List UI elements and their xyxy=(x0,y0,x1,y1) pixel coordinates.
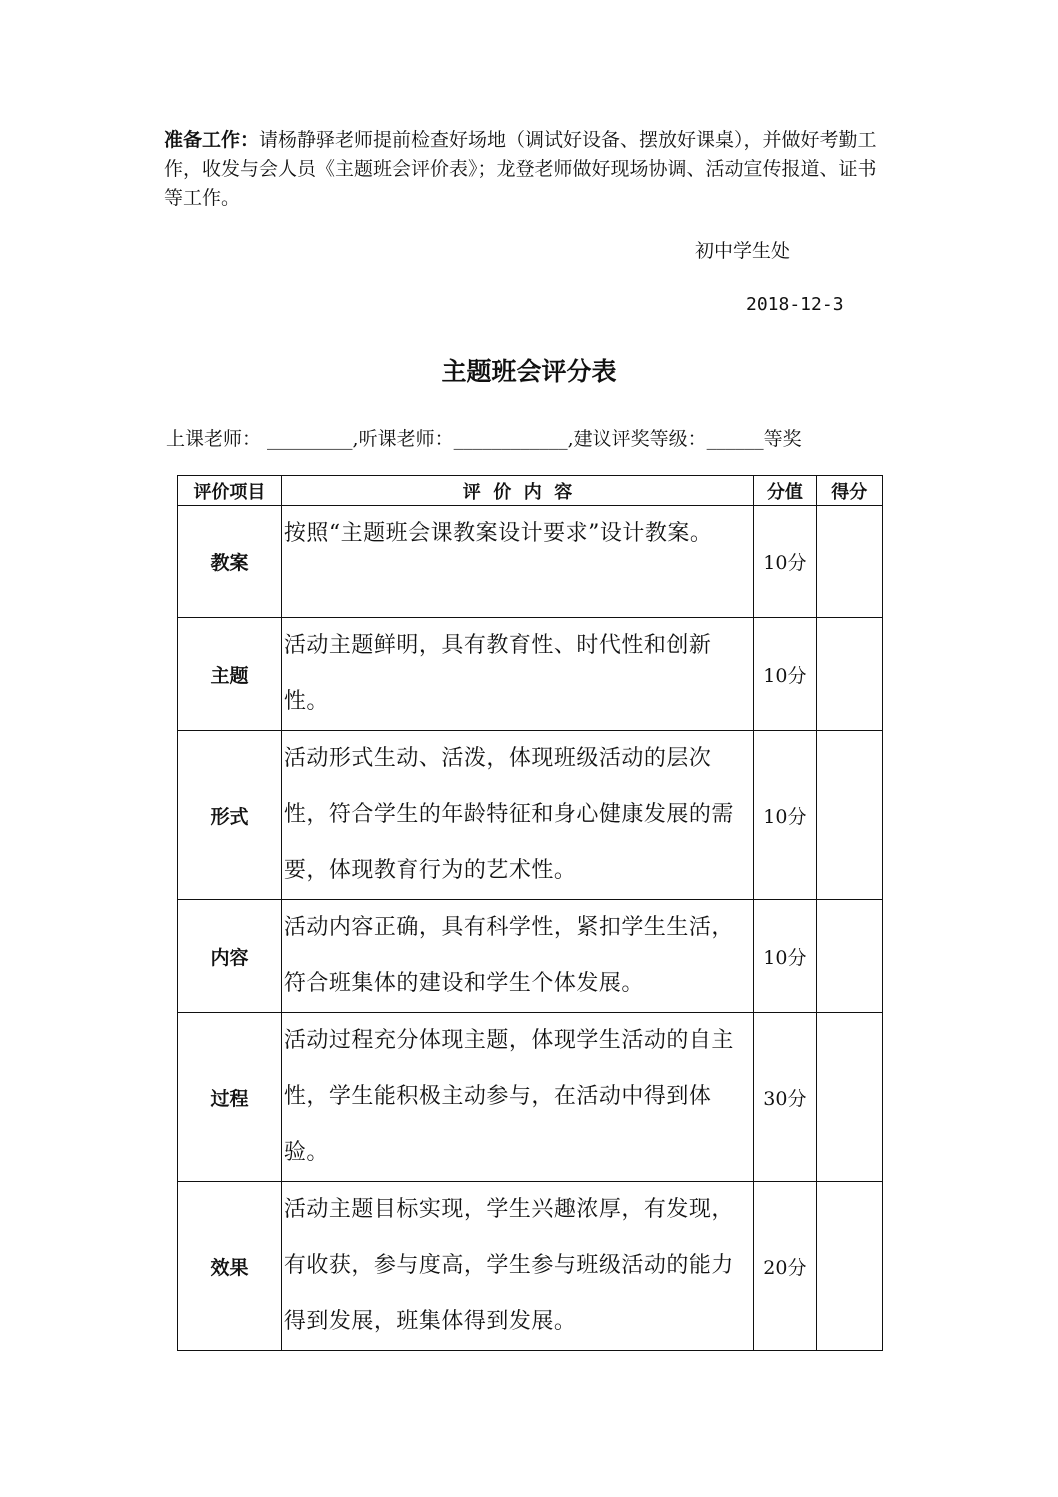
table-row xyxy=(178,618,883,731)
department-signature: 初中学生处 xyxy=(695,240,791,262)
evaluation-meta-line: 上课老师： _________,听课老师：____________,建议评奖等级：______等奖 xyxy=(166,428,802,450)
header-got: 得分 xyxy=(816,476,882,506)
row-score: 10分 xyxy=(754,506,817,618)
table-row xyxy=(178,506,883,618)
row-got-cell[interactable] xyxy=(816,1182,882,1351)
row-score: 10分 xyxy=(754,618,817,731)
row-content: 按照“主题班会课教案设计要求”设计教案。 xyxy=(281,506,753,618)
table-row xyxy=(178,900,883,1013)
row-got-cell[interactable] xyxy=(816,618,882,731)
table-row xyxy=(178,1182,883,1351)
row-item: 内容 xyxy=(178,900,282,1013)
row-content: 活动主题目标实现，学生兴趣浓厚，有发现，有收获，参与度高，学生参与班级活动的能力得到发展，班集体得到发展。 xyxy=(281,1182,753,1351)
row-item: 主题 xyxy=(178,618,282,731)
table-row xyxy=(178,1013,883,1182)
row-got-cell[interactable] xyxy=(816,900,882,1013)
row-content: 活动过程充分体现主题，体现学生活动的自主性，学生能积极主动参与，在活动中得到体验。 xyxy=(281,1013,753,1182)
row-got-cell[interactable] xyxy=(816,1013,882,1182)
header-score: 分值 xyxy=(754,476,817,506)
table-row xyxy=(178,731,883,900)
row-item: 形式 xyxy=(178,731,282,900)
row-item: 教案 xyxy=(178,506,282,618)
row-item: 过程 xyxy=(178,1013,282,1182)
preparation-text: 请杨静驿老师提前检查好场地（调试好设备、摆放好课桌），并做好考勤工作，收发与会人员《主题班会评价表》；龙登老师做好现场协调、活动宣传报道、证书等工作。 xyxy=(164,129,877,209)
row-score: 30分 xyxy=(754,1013,817,1182)
row-got-cell[interactable] xyxy=(816,731,882,900)
row-content: 活动内容正确，具有科学性，紧扣学生生活，符合班集体的建设和学生个体发展。 xyxy=(281,900,753,1013)
preparation-paragraph xyxy=(164,126,890,213)
score-table xyxy=(177,475,883,1351)
row-item: 效果 xyxy=(178,1182,282,1351)
row-score: 20分 xyxy=(754,1182,817,1351)
preparation-label: 准备工作： xyxy=(164,129,260,151)
header-item: 评价项目 xyxy=(178,476,282,506)
table-header-row xyxy=(178,476,883,506)
row-score: 10分 xyxy=(754,900,817,1013)
page-title: 主题班会评分表 xyxy=(441,357,617,386)
row-score: 10分 xyxy=(754,731,817,900)
document-date: 2018-12-3 xyxy=(746,294,844,315)
header-content: 评 价 内 容 xyxy=(281,476,753,506)
row-content: 活动主题鲜明，具有教育性、时代性和创新性。 xyxy=(281,618,753,731)
row-got-cell[interactable] xyxy=(816,506,882,618)
row-content: 活动形式生动、活泼，体现班级活动的层次性，符合学生的年龄特征和身心健康发展的需要，体现教育行为的艺术性。 xyxy=(281,731,753,900)
